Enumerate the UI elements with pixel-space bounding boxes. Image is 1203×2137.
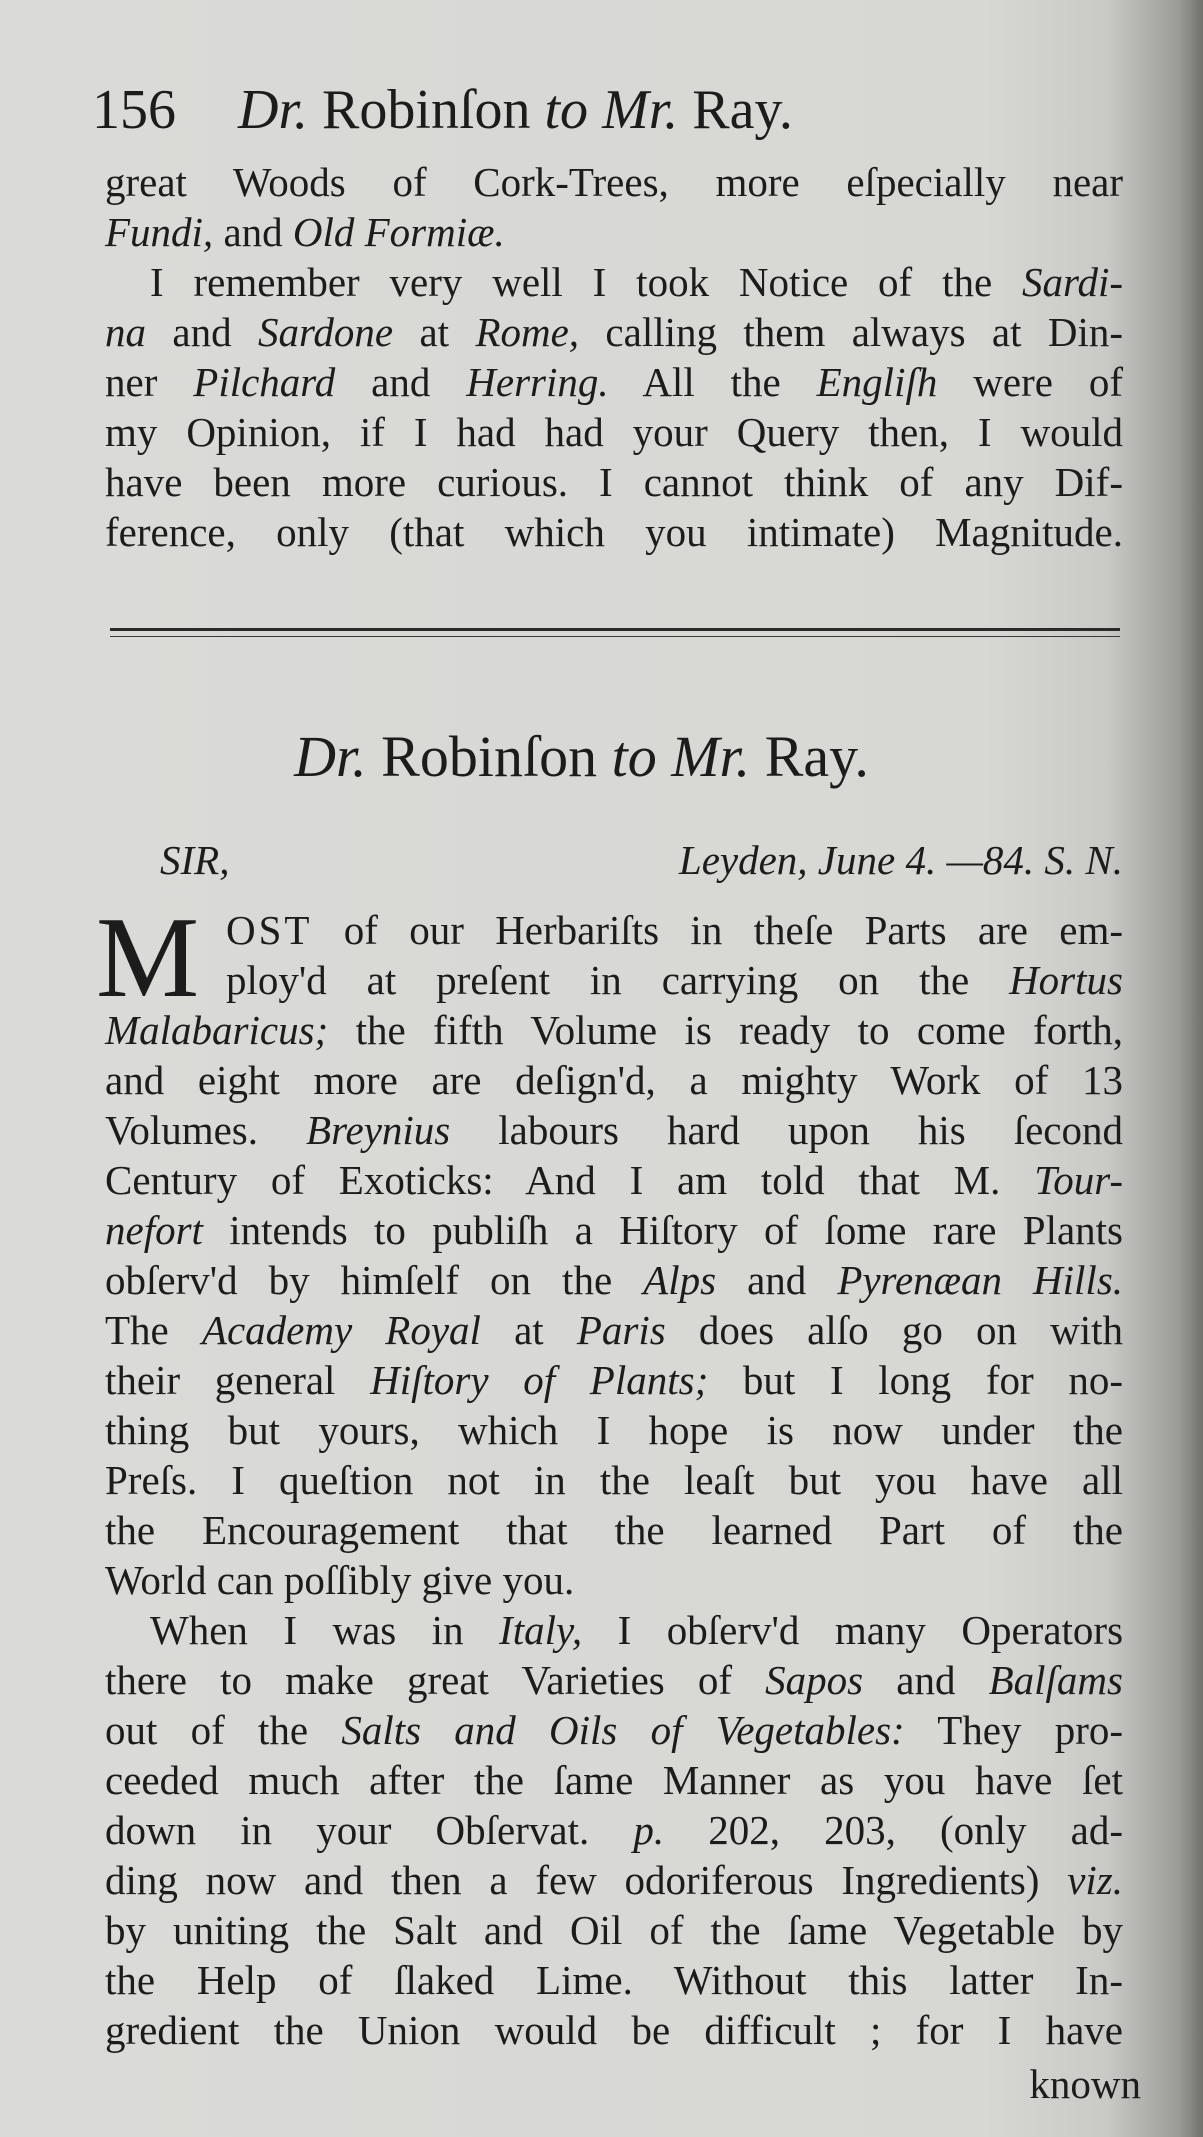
text-line: Malabaricus; the fifth Volume is ready to come forth, <box>105 1007 1124 1053</box>
text-line: there to make great Varieties of Sapos and Balſams <box>105 1657 1123 1703</box>
page-number: 156 <box>92 79 176 141</box>
dateline: Leyden, June 4. —84. S. N. <box>678 837 1123 883</box>
text-line: down in your Obſervat. p. 202, 203, (only ad- <box>105 1807 1123 1853</box>
letter-title: Dr. Robinſon to Mr. Ray. <box>294 724 869 789</box>
text-line: ploy'd at preſent in carrying on the Hortus <box>226 957 1123 1003</box>
running-header <box>92 79 1123 141</box>
drop-cap: M <box>96 894 200 1022</box>
text-line: and eight more are deſign'd, a mighty Work of 13 <box>105 1057 1123 1103</box>
salutation: SIR, <box>160 837 230 883</box>
text-line: I remember very well I took Notice of the Sardi- <box>150 259 1123 305</box>
text-line: their general Hiſtory of Plants; but I long for no- <box>105 1357 1123 1403</box>
text-line: na and Sardone at Rome, calling them always at Din- <box>105 309 1124 355</box>
running-title-part: Dr. <box>238 79 309 141</box>
running-title-part: to <box>544 79 589 141</box>
section-divider <box>110 636 1120 637</box>
text-line: gredient the Union would be difficult ; for I have <box>105 2007 1123 2053</box>
text-line: Century of Exoticks: And I am told that M. Tour- <box>105 1157 1124 1203</box>
running-title-part: Mr. <box>602 79 679 141</box>
text-line: nefort intends to publiſh a Hiſtory of ſome rare Plants <box>105 1207 1123 1253</box>
text-line: ding now and then a few odoriferous Ingredients) viz. <box>105 1857 1124 1903</box>
text-line: the Encouragement that the learned Part of the <box>105 1507 1123 1553</box>
catchword: known <box>1029 2061 1141 2107</box>
text-line: my Opinion, if I had had your Query then, I would <box>105 409 1123 455</box>
text-line: Volumes. Breynius labours hard upon his ſecond <box>105 1107 1124 1153</box>
text-line: The Academy Royal at Paris does alſo go on with <box>105 1307 1124 1353</box>
text-line: ner Pilchard and Herring. All the Engliſh were of <box>105 359 1124 405</box>
running-title-part: Ray. <box>692 79 793 141</box>
text-line: When I was in Italy, I obſerv'd many Operators <box>150 1607 1124 1653</box>
text-line: have been more curious. I cannot think of any Dif- <box>105 459 1123 505</box>
text-line: World can poſſibly give you. <box>105 1557 575 1603</box>
text-line: obſerv'd by himſelf on the Alps and Pyrenæan Hills. <box>105 1257 1124 1303</box>
text-line: thing but yours, which I hope is now under the <box>105 1407 1123 1453</box>
text-line: Fundi, and Old Formiæ. <box>105 209 505 255</box>
text-line: OST of our Herbariſts in theſe Parts are em- <box>226 907 1124 953</box>
text-line: the Help of ſlaked Lime. Without this latter In- <box>105 1957 1123 2003</box>
text-line: great Woods of Cork-Trees, more eſpecially near <box>105 159 1123 205</box>
text-line: Preſs. I queſtion not in the leaſt but you have all <box>105 1457 1123 1503</box>
text-line: out of the Salts and Oils of Vegetables: They pro- <box>105 1707 1123 1753</box>
text-line: ceeded much after the ſame Manner as you have ſet <box>105 1757 1123 1803</box>
running-title-part: Robinſon <box>322 79 531 141</box>
text-line: by uniting the Salt and Oil of the ſame Vegetable by <box>105 1907 1123 1953</box>
text-line: ference, only (that which you intimate) Magnitude. <box>105 509 1123 555</box>
section-divider <box>110 628 1120 631</box>
